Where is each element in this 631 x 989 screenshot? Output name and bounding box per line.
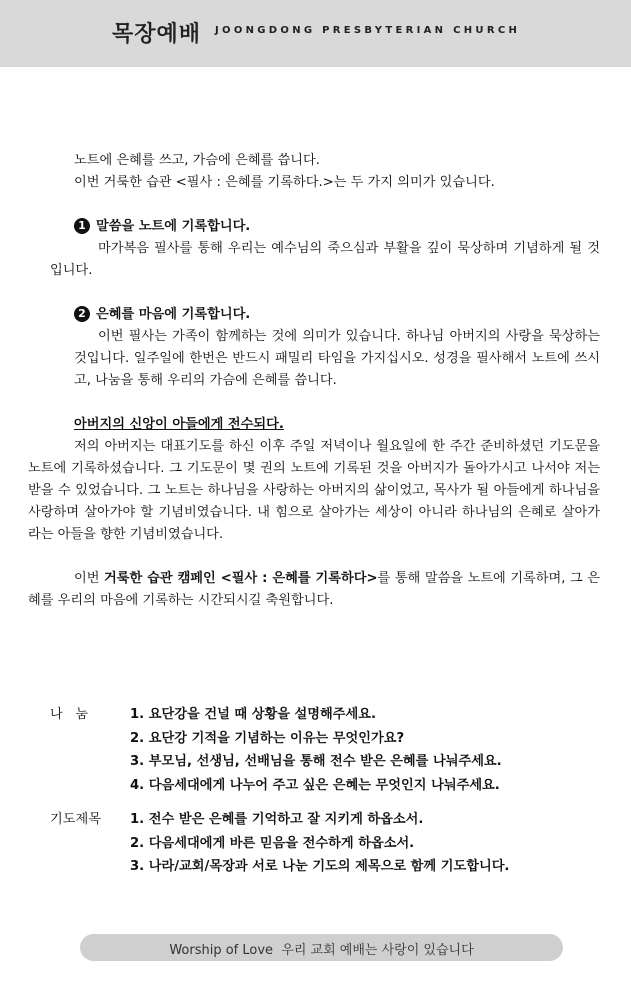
prayer-section bbox=[50, 808, 610, 879]
prayer-item: 3. 나라/교회/목장과 서로 나눈 기도의 제목으로 함께 기도합니다. bbox=[130, 859, 510, 874]
prayer-item: 1. 전수 받은 은혜를 기억하고 잘 지키게 하옵소서. bbox=[130, 812, 424, 827]
closing-post: 를 통해 말씀을 노트에 기록하며, 그 은혜를 우리의 마음에 기록하는 시간되시길 축원합니다. bbox=[28, 571, 601, 608]
number-badge-1: 1 bbox=[74, 218, 90, 234]
section-1-body: 마가복음 필사를 통해 우리는 예수님의 죽으심과 부활을 깊이 묵상하며 기념하게 될 것입니다. bbox=[50, 241, 600, 278]
sharing-item: 1. 요단강을 건널 때 상황을 설명해주세요. bbox=[130, 707, 376, 722]
sharing-item: 3. 부모님, 선생님, 선배님을 통해 전수 받은 은혜를 나눠주세요. bbox=[130, 754, 502, 769]
section-3-heading: 아버지의 신앙이 아들에게 전수되다. bbox=[74, 417, 284, 432]
section-2-heading bbox=[50, 304, 600, 326]
number-badge-2: 2 bbox=[74, 306, 90, 322]
section-1-heading bbox=[50, 216, 600, 238]
sharing-list bbox=[130, 703, 610, 797]
page-header bbox=[0, 0, 631, 67]
section-2-heading-text: 은혜를 마음에 기록합니다. bbox=[96, 307, 251, 322]
section-2-body: 이번 필사는 가족이 함께하는 것에 의미가 있습니다. 하나님 아버지의 사랑을 묵상하는 것입니다. 일주일에 한번은 반드시 패밀리 타임을 가지십시오. 성경을 필사해서 노트에 쓰시고, 나눔을 통해 우리의 가슴에 은혜를 씁니다. bbox=[74, 329, 600, 388]
intro-line-1: 노트에 은혜를 쓰고, 가슴에 은혜를 씁니다. bbox=[74, 153, 320, 168]
closing-pre: 이번 bbox=[74, 571, 105, 586]
church-name: JOONGDONG PRESBYTERIAN CHURCH bbox=[215, 25, 521, 36]
section-3-body: 저의 아버지는 대표기도를 하신 이후 주일 저녁이나 월요일에 한 주간 준비하셨던 기도문을 노트에 기록하셨습니다. 그 기도문이 몇 권의 노트에 기록된 것을 아버지가 돌아가시고 나서야 저는 받을 수 있었습니다. 그 노트는 하나님을 사랑하는 아버지의 삶이었고, 목사가 될 아들에게 하나님을 사랑하며 살아가야 할 기념비였습니다. 내 힘으로 살아가는 세상이 아니라 하나님의 은혜로 살아가라는 아들을 향한 기념비였습니다. bbox=[28, 439, 600, 542]
sharing-section bbox=[50, 703, 610, 797]
main-content bbox=[28, 150, 601, 612]
page-title: 목장예배 bbox=[112, 22, 202, 47]
sharing-item: 4. 다음세대에게 나누어 주고 싶은 은혜는 무엇인지 나눠주세요. bbox=[130, 777, 500, 793]
section-1-heading-text: 말씀을 노트에 기록합니다. bbox=[96, 219, 251, 234]
closing-paragraph bbox=[28, 568, 600, 612]
prayer-label: 기도제목 bbox=[50, 812, 101, 827]
sharing-item: 2. 요단강 기적을 기념하는 이유는 무엇인가요? bbox=[130, 730, 405, 746]
footer-slogan: Worship of Love 우리 교회 예배는 사랑이 있습니다 bbox=[169, 943, 474, 958]
campaign-name: 거룩한 습관 캠페인 <필사 : 은혜를 기록하다> bbox=[104, 571, 378, 586]
intro-line-2: 이번 거룩한 습관 <필사 : 은혜를 기록하다.>는 두 가지 의미가 있습니다. bbox=[74, 175, 495, 190]
sharing-label: 나 눔 bbox=[50, 707, 89, 722]
prayer-item: 2. 다음세대에게 바른 믿음을 전수하게 하옵소서. bbox=[130, 835, 415, 851]
prayer-list bbox=[130, 808, 610, 879]
footer-banner bbox=[80, 934, 563, 961]
